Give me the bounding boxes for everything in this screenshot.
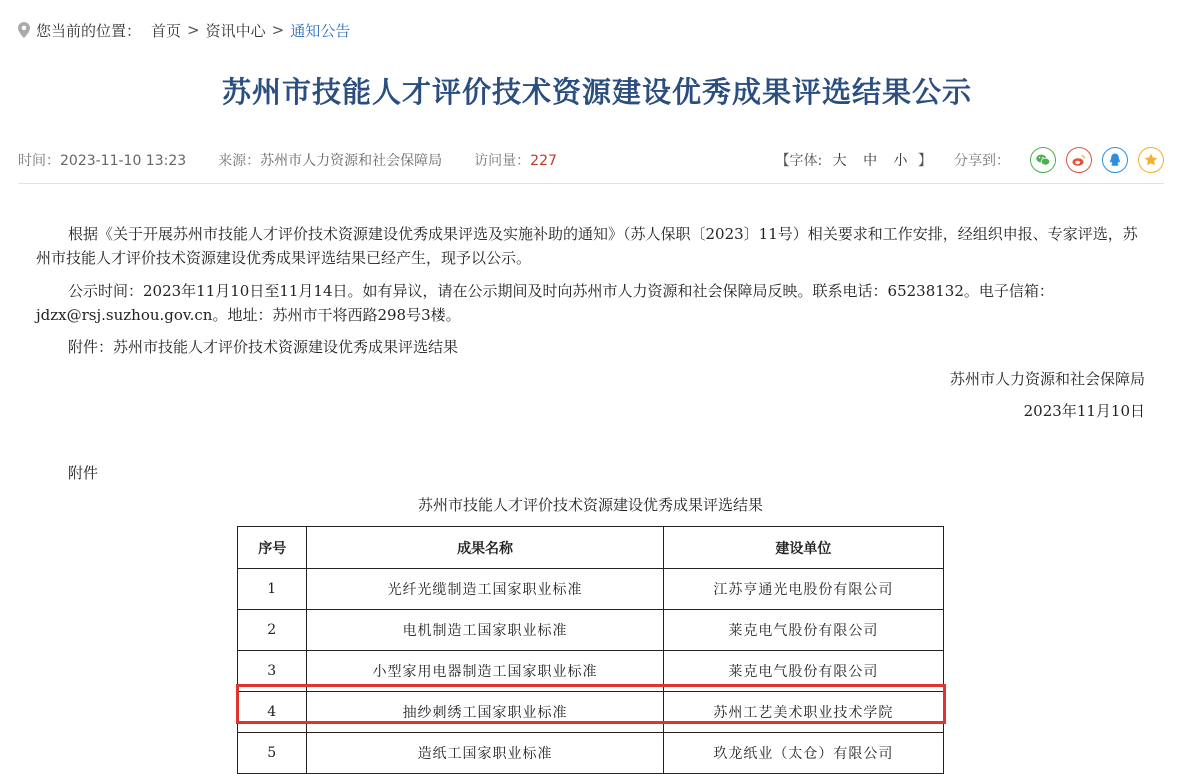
wechat-icon bbox=[1035, 152, 1051, 168]
row-achievement-name: 小型家用电器制造工国家职业标准 bbox=[307, 651, 663, 692]
share-qq-button[interactable] bbox=[1102, 147, 1128, 173]
results-table bbox=[237, 526, 944, 774]
table-row bbox=[238, 610, 944, 651]
font-size-open: 【字体: bbox=[775, 153, 823, 169]
font-small-button[interactable]: 小 bbox=[893, 153, 908, 169]
share-weibo-button[interactable] bbox=[1066, 147, 1092, 173]
share-label: 分享到： bbox=[954, 153, 1010, 169]
breadcrumb bbox=[18, 18, 350, 42]
breadcrumb-home-link[interactable]: 首页 bbox=[151, 21, 182, 40]
row-construction-unit: 玖龙纸业（太仓）有限公司 bbox=[663, 733, 943, 774]
breadcrumb-separator: > bbox=[271, 21, 285, 39]
row-number: 2 bbox=[238, 610, 307, 651]
qq-icon bbox=[1107, 152, 1123, 168]
row-number: 1 bbox=[238, 569, 307, 610]
table-row bbox=[238, 733, 944, 774]
font-size-control bbox=[775, 150, 932, 170]
row-number: 5 bbox=[238, 733, 307, 774]
source-value: 苏州市人力资源和社会保障局 bbox=[260, 153, 443, 169]
font-size-close: 】 bbox=[918, 153, 932, 169]
table-row bbox=[238, 692, 944, 733]
row-construction-unit: 莱克电气股份有限公司 bbox=[663, 651, 943, 692]
location-pin-icon bbox=[18, 22, 30, 38]
article-source bbox=[218, 150, 442, 170]
attachment-label: 附件 bbox=[68, 464, 99, 482]
page-title: 苏州市技能人才评价技术资源建设优秀成果评选结果公示 bbox=[221, 75, 972, 109]
row-achievement-name: 光纤光缆制造工国家职业标准 bbox=[307, 569, 663, 610]
table-caption: 苏州市技能人才评价技术资源建设优秀成果评选结果 bbox=[417, 496, 763, 514]
row-construction-unit: 苏州工艺美术职业技术学院 bbox=[663, 692, 943, 733]
body-paragraph-1: 根据《关于开展苏州市技能人才评价技术资源建设优秀成果评选及实施补助的通知》（苏人保职〔2023〕11号）相关要求和工作安排，经组织申报、专家评选，苏州市技能人才评价技术资源建设优秀成果评选结果已经产生，现予以公示。 bbox=[36, 225, 1138, 267]
breadcrumb-label: 您当前的位置： bbox=[36, 21, 142, 40]
table-row bbox=[238, 651, 944, 692]
weibo-icon bbox=[1071, 152, 1087, 168]
row-construction-unit: 莱克电气股份有限公司 bbox=[663, 610, 943, 651]
qzone-icon bbox=[1143, 152, 1159, 168]
breadcrumb-notice-link[interactable]: 通知公告 bbox=[290, 21, 351, 40]
share-qzone-button[interactable] bbox=[1138, 147, 1164, 173]
meta-divider bbox=[18, 183, 1164, 184]
time-label: 时间： bbox=[18, 153, 60, 169]
time-value: 2023-11-10 13:23 bbox=[60, 153, 187, 169]
header-number: 序号 bbox=[238, 527, 307, 569]
row-number: 4 bbox=[238, 692, 307, 733]
header-construction-unit: 建设单位 bbox=[663, 527, 943, 569]
row-achievement-name: 造纸工国家职业标准 bbox=[307, 733, 663, 774]
table-header-row bbox=[238, 527, 944, 569]
table-row bbox=[238, 569, 944, 610]
body-paragraph-3: 附件：苏州市技能人才评价技术资源建设优秀成果评选结果 bbox=[68, 338, 459, 356]
publish-time bbox=[18, 150, 186, 170]
row-achievement-name: 电机制造工国家职业标准 bbox=[307, 610, 663, 651]
font-medium-button[interactable]: 中 bbox=[863, 153, 878, 169]
header-achievement-name: 成果名称 bbox=[307, 527, 663, 569]
views-label: 访问量： bbox=[474, 153, 531, 169]
article-meta bbox=[18, 146, 1164, 174]
share-wechat-button[interactable] bbox=[1030, 147, 1056, 173]
row-construction-unit: 江苏亨通光电股份有限公司 bbox=[663, 569, 943, 610]
views-value: 227 bbox=[530, 153, 557, 169]
breadcrumb-separator: > bbox=[187, 21, 200, 39]
signature-date: 2023年11月10日 bbox=[1023, 402, 1145, 420]
body-paragraph-2: 公示时间：2023年11月10日至11月14日。如有异议，请在公示期间及时向苏州市人力资源和社会保障局反映。联系电话：65238132。电子信箱：jdzx@rsj.suzhou.gov.cn。地址：苏州市干将西路298号3楼。 bbox=[36, 282, 1054, 324]
font-large-button[interactable]: 大 bbox=[832, 153, 847, 169]
row-achievement-name: 抽纱刺绣工国家职业标准 bbox=[307, 692, 663, 733]
breadcrumb-news-center-link[interactable]: 资讯中心 bbox=[205, 21, 266, 40]
view-count bbox=[474, 150, 557, 170]
source-label: 来源： bbox=[218, 153, 261, 169]
row-number: 3 bbox=[238, 651, 307, 692]
signature-org: 苏州市人力资源和社会保障局 bbox=[949, 370, 1145, 388]
